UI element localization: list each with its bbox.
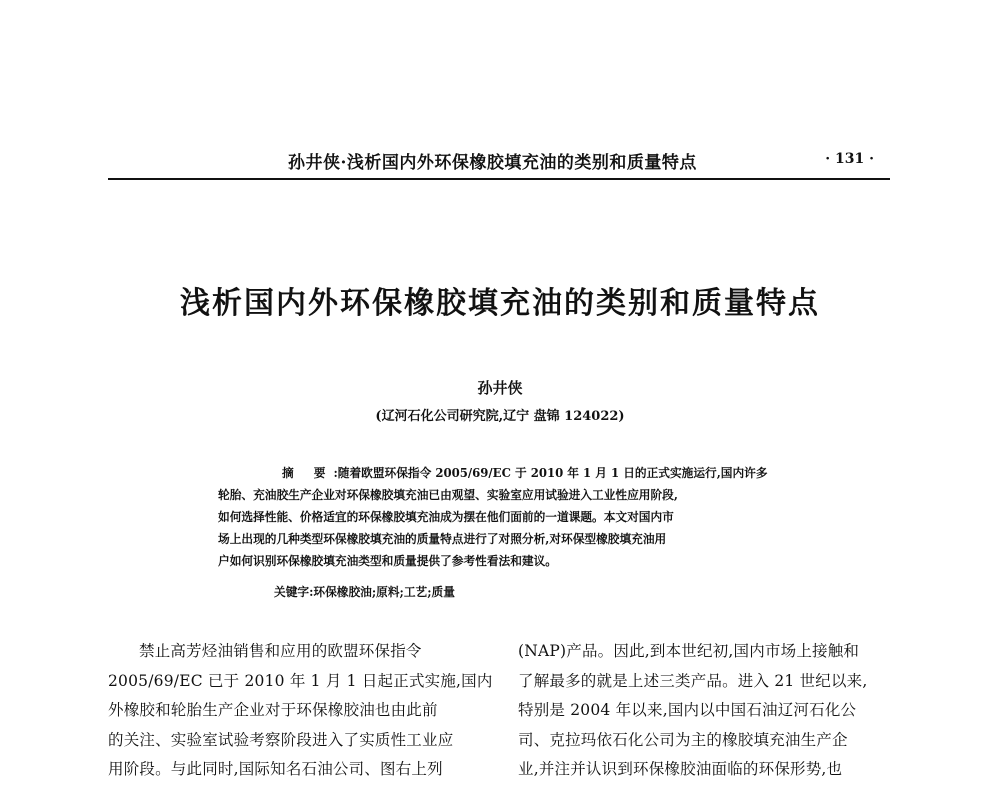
author-name: 孙井侠 xyxy=(477,379,523,397)
body-line: 的关注、实验室试验考察阶段进入了实质性工业应 xyxy=(108,730,454,749)
body-line: 用阶段。与此同时,国际知名石油公司、图右上列 xyxy=(108,760,443,779)
keywords: 关键字:环保橡胶油;原料;工艺;质量 xyxy=(274,585,455,599)
author-affiliation: (辽河石化公司研究院,辽宁 盘锦 124022) xyxy=(375,409,625,424)
abstract-line: 场上出现的几种类型环保橡胶填充油的质量特点进行了对照分析,对环保型橡胶填充油用 xyxy=(218,532,667,546)
abstract-line: 户如何识别环保橡胶填充油类型和质量提供了参考性看法和建议。 xyxy=(218,554,557,568)
abstract xyxy=(218,462,766,572)
running-title: 孙井侠·浅析国内外环保橡胶填充油的类别和质量特点 xyxy=(288,153,697,173)
running-header xyxy=(108,144,890,180)
body-line: 司、克拉玛依石化公司为主的橡胶填充油生产企 xyxy=(518,730,848,749)
abstract-line: 轮胎、充油胶生产企业对环保橡胶填充油已由观望、实验室应用试验进入工业性应用阶段, xyxy=(218,488,678,502)
abstract-line: 摘 要:随着欧盟环保指令 2005/69/EC 于 2010 年 1 月 1 日的正式实施运行,国内许多 xyxy=(282,466,768,480)
abstract-line: 如何选择性能、价格适宜的环保橡胶填充油成为摆在他们面前的一道课题。本文对国内市 xyxy=(218,510,674,524)
body-column-left xyxy=(108,637,493,785)
article-title: 浅析国内外环保橡胶填充油的类别和质量特点 xyxy=(180,286,820,321)
abstract-label: 摘 要 xyxy=(282,466,334,480)
body-line: 外橡胶和轮胎生产企业对于环保橡胶油也由此前 xyxy=(108,701,438,720)
body-line: 了解最多的就是上述三类产品。进入 21 世纪以来, xyxy=(518,671,868,690)
body-column-right xyxy=(518,637,898,785)
body-line: 特别是 2004 年以来,国内以中国石油辽河石化公 xyxy=(518,701,857,720)
page-number: · 131 · xyxy=(825,151,874,167)
body-line: 2005/69/EC 已于 2010 年 1 月 1 日起正式实施,国内 xyxy=(108,671,493,690)
body-line: 业,并注并认识到环保橡胶油面临的环保形势,也 xyxy=(518,760,843,779)
body-line: 禁止高芳烃油销售和应用的欧盟环保指令 xyxy=(139,642,422,660)
body-line: (NAP)产品。因此,到本世纪初,国内市场上接触和 xyxy=(518,642,860,660)
